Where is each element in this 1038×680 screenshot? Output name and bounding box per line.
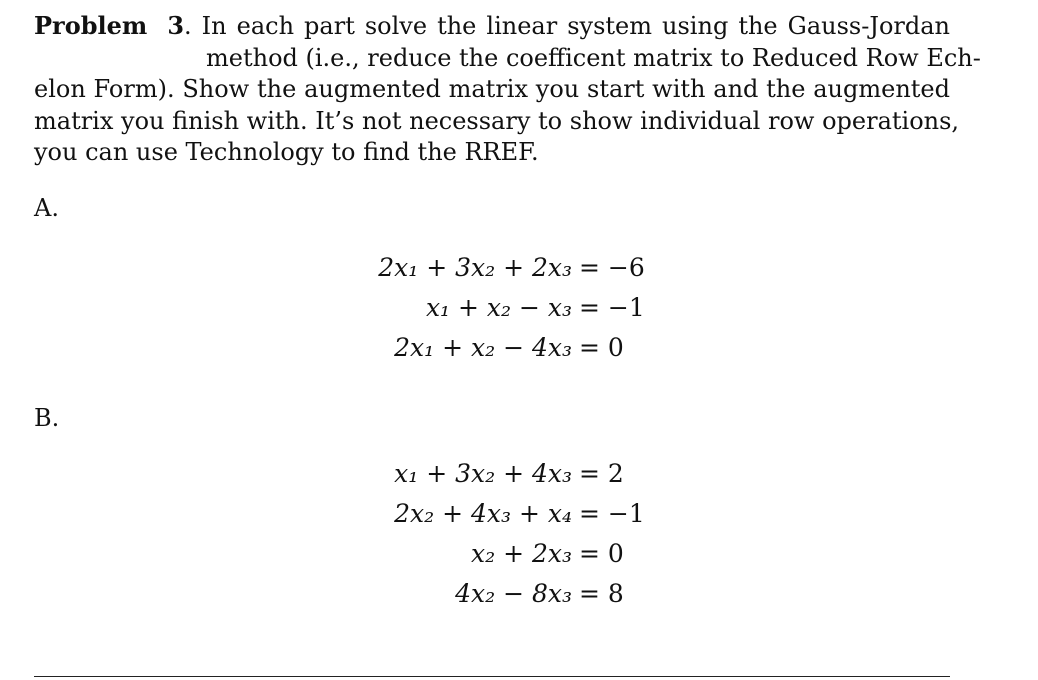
equation-lhs: 2x₁ + 3x₂ + 2x₃ — [378, 253, 572, 282]
equation-lhs: x₁ + 3x₂ + 4x₃ — [394, 459, 572, 488]
equation-lhs: x₂ + 2x₃ — [471, 539, 572, 568]
equation-rhs: = 8 — [579, 579, 624, 608]
problem-line-3: elon Form). Show the augmented matrix you start with and the augmented — [34, 75, 950, 103]
equation-lhs: x₁ + x₂ − x₃ — [425, 293, 572, 322]
part-b-label: B. — [34, 404, 60, 432]
problem-line-1 — [34, 10, 950, 43]
equation-rhs: = −1 — [579, 293, 645, 322]
part-a-label: A. — [34, 194, 59, 222]
problem-text-line: . In each part solve the linear system using the Gauss-Jordan — [184, 12, 950, 40]
equation-rhs: = −1 — [579, 499, 645, 528]
problem-label: Problem — [34, 11, 148, 40]
bottom-divider — [34, 676, 950, 677]
problem-line-5: you can use Technology to find the RREF. — [34, 138, 539, 166]
equation-lhs: 2x₂ + 4x₃ + x₄ — [394, 499, 572, 528]
equation-rhs: = 0 — [579, 539, 624, 568]
equation-rhs: = 0 — [579, 333, 624, 362]
equation-rhs: = −6 — [579, 253, 645, 282]
equation-rhs: = 2 — [579, 459, 624, 488]
problem-line-4: matrix you finish with. It’s not necessary to show individual row operations, — [34, 106, 960, 135]
equation-lhs: 2x₁ + x₂ − 4x₃ — [394, 333, 572, 362]
problem-line-2: method (i.e., reduce the coefficent matrix to Reduced Row Ech- — [206, 43, 981, 72]
problem-statement — [34, 10, 981, 169]
equation-lhs: 4x₂ − 8x₃ — [455, 579, 572, 608]
problem-number: 3 — [167, 11, 185, 40]
